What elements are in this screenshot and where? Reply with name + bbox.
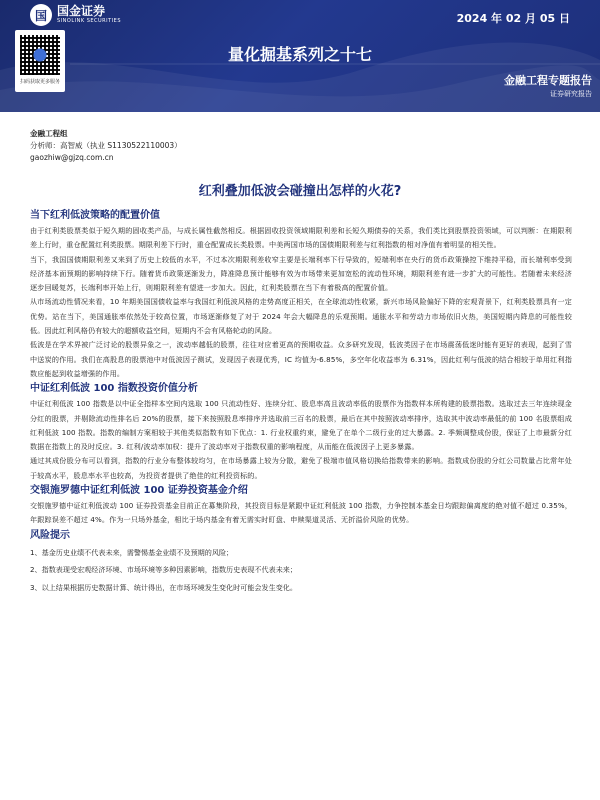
section-heading-risk: 风险提示 bbox=[30, 529, 70, 541]
author-info bbox=[30, 128, 182, 164]
section-heading-index-analysis: 中证红利低波 100 指数投资价值分析 bbox=[30, 383, 198, 395]
section-heading-fund-intro: 交银施罗德中证红利低波 100 证券投资基金介绍 bbox=[30, 485, 248, 497]
analyst-line: 分析师：高智威（执业 S1130522110003） bbox=[30, 141, 182, 150]
paragraph: 当下，我国国债期限利差又来到了历史上较低的水平，不过本次期限利差收窄主要是长端利率下行导致的，短端利率在央行的货币政策操控下维持平稳，而长端利率受到经济基本面预期的影响持续下行。随着货币政策逐渐发力，降准降息预计能够有效为市场带来更加宽松的流动性环境，期限利差有进一步扩大的可能性。若随着未来经济逐步回暖复苏，长端利率开始上行，则期限利差有望进一步加大。因此，红利类股票在当下有着极高的配置价值。 bbox=[30, 254, 572, 293]
analyst-email: gaozhiw@gjzq.com.cn bbox=[30, 153, 114, 162]
paragraph: 从市场流动性情况来看，10 年期美国国债收益率与我国红利低波风格的走势高度正相关，在全球流动性收紧，新兴市场风险偏好下降的宏观背景下，红利类股票具有一定优势。站在当下，美国通胀率依然处于较高位置，市场逐渐修复了对于 2024 年会大幅降息的乐观预期。通胀水平和劳动力市场依旧火热，美国短期内降息的可能性较低。因此红利风格仍有较大的超额收益空间，短期内不会有风格轮动的风险。 bbox=[30, 297, 572, 336]
paragraph: 通过其成份股分布可以看到，指数的行业分布整体较均匀，在市场暴露上较为分散，避免了极端市值风格切换给指数带来的影响。指数成份股的分红公司数量占比常年处于较高水平，股息率水平也较高，为投资者提供了绝佳的红利投资标的。 bbox=[30, 456, 572, 480]
report-body bbox=[30, 208, 572, 596]
logo-mark-icon: 国 bbox=[30, 4, 52, 26]
report-date: 2024 年 02 月 05 日 bbox=[456, 12, 570, 25]
report-subtype: 证券研究报告 bbox=[550, 90, 592, 98]
paragraph: 交银施罗德中证红利低波动 100 证券投资基金目前正在募集阶段，其投资目标是紧跟中证红利低波 100 指数，力争控制本基金日均跟踪偏离度的绝对值不超过 0.35%，年跟踪误差不超过 4%。作为一只场外基金，相比于场内基金有着无需实时盯盘、申赎渠道灵活、无折溢价风险的优势。 bbox=[30, 501, 572, 525]
qr-caption: 扫码获取更多服务 bbox=[19, 79, 60, 85]
risk-item: 3、以上结果根据历史数据计算、统计得出，在市场环境发生变化时可能会发生变化。 bbox=[30, 582, 297, 592]
report-header bbox=[0, 0, 600, 112]
team-name: 金融工程组 bbox=[30, 129, 68, 138]
section-heading-dividend-value: 当下红利低波策略的配置价值 bbox=[30, 210, 160, 221]
report-title: 红利叠加低波会碰撞出怎样的火花? bbox=[198, 184, 402, 199]
report-type: 金融工程专题报告 bbox=[504, 74, 592, 87]
company-logo bbox=[30, 4, 121, 26]
logo-chinese-name: 国金证券 bbox=[57, 4, 106, 18]
paragraph: 由于红利类股票类似于短久期的固收类产品，与成长属性截然相反。根据固收投资领域期限利差和长短久期债券的关系，我们类比到股票投资领域，可以判断：在期限利差上行时，重仓配置红利类股票。期限利差下行时，重仓配置成长类股票。中美两国市场的国债期限利差与红利指数的相对净值有着明显的相关性。 bbox=[30, 226, 572, 250]
paragraph: 低波是在学术界被广泛讨论的股票异象之一，波动率越低的股票，往往对应着更高的预期收益。众多研究发现，低波类因子在市场震荡低迷时能有更好的表现，起到了雪中送炭的作用。我们在高股息的股票池中对低波因子测试，发现因子表现优秀，IC 均值为-6.85%，多空年化收益率为 6.31%，因此红利与低波的结合相较于单用红利指数应能起到收益增强的作用。 bbox=[30, 340, 572, 378]
risk-item: 2、指数表现受宏观经济环境、市场环境等多种因素影响，指数历史表现不代表未来； bbox=[30, 565, 297, 575]
series-title: 量化掘基系列之十七 bbox=[227, 45, 372, 64]
logo-english-name: SINOLINK SECURITIES bbox=[57, 18, 121, 24]
paragraph: 中证红利低波 100 指数是以中证全指样本空间内选取 100 只流动性好、连续分红、股息率高且波动率低的股票作为指数样本所构建的股票指数。选取过去三年连续现金分红的股票，并剔除流动性排名后 20%的股票，接下来按照股息率排序并选取前三百名的股票，最后在其中按照波动率排序，选取其中波动率最低的前 100 名股票组成红利低波 100 指数。指数的编制方案相较于其他类似指数有如下优点：1. 行业权重约束，避免了在单个二级行业的过大暴露。2. 季频调整成份股，保证了上市最新分红数据在指数上的及时反应。3. 红利/波动率加权：提升了波动率对于指数权重的影响程度，从而能在低波因子上更多暴露。 bbox=[30, 399, 572, 452]
risk-item: 1、基金历史业绩不代表未来，需警惕基金业绩不及预期的风险； bbox=[30, 547, 234, 557]
